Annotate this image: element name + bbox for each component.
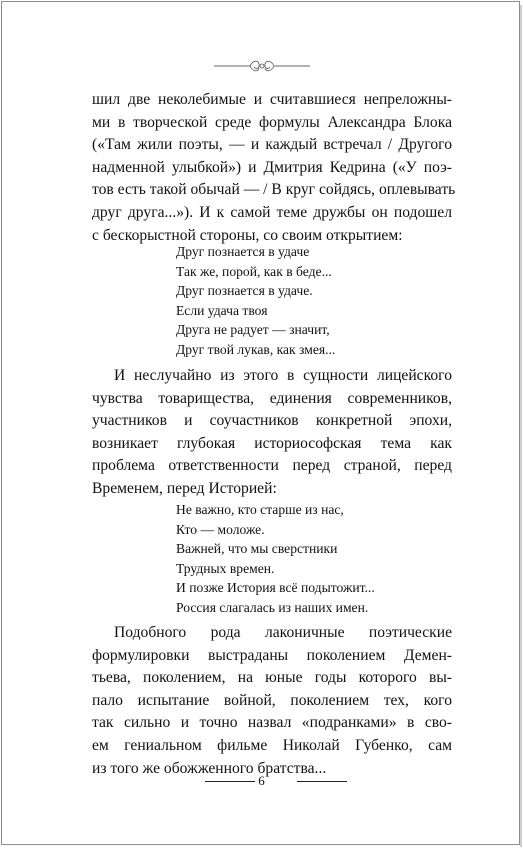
poem-verse: Друга не радует — значит,	[176, 322, 330, 337]
flourish-ornament-icon	[212, 56, 312, 76]
text-line: проблема ответственности перед страной, перед	[92, 457, 452, 475]
paragraph-3	[92, 622, 452, 780]
text-line: шил две неколебимые и считавшиеся непреложны-	[92, 91, 452, 108]
text-line: из того же обожженного братства...	[92, 759, 327, 777]
poem-verse: Друг твой лукав, как змея...	[176, 341, 336, 357]
text-line: пало испытание войной, поколением тех, кого	[92, 691, 452, 709]
text-line: ем гениальном фильме Николай Губенко, сам	[92, 736, 452, 754]
poem-verse: Россия слагалась из наших имен.	[176, 599, 369, 615]
text-line: И неслучайно из этого в сущности лицейского	[114, 367, 452, 384]
text-line: чувства товарищества, единения современников,	[92, 389, 452, 407]
footer-rule-right	[297, 781, 347, 782]
poem-verse: Не важно, кто старше из нас,	[176, 502, 344, 517]
text-line: ми в творческой среде формулы Александра Блока	[92, 113, 452, 131]
text-line: Временем, перед Историей:	[92, 479, 277, 497]
paragraph-2	[92, 365, 452, 501]
poem-verse: Кто — моложе.	[176, 521, 265, 537]
text-line: так сильно и точно назвал «подранками» в сво-	[92, 714, 452, 732]
text-line: («Там жили поэты, — и каждый встречал / Другого	[92, 136, 452, 154]
text-line: формулировки выстраданы поколением Демен-	[92, 646, 452, 664]
text-line: друг друга...»). И к самой теме дружбы он подошел	[92, 203, 452, 221]
text-line: с бескорыстной стороны, со своим открытием:	[92, 226, 403, 244]
poem-verse: Трудных времен.	[176, 560, 275, 576]
poem-verse: Если удача твоя	[176, 302, 268, 318]
page-number: 6	[258, 773, 265, 788]
text-line: Подобного рода лаконичные поэтические	[114, 624, 452, 641]
poem-verse: Друг познается в удаче.	[176, 283, 313, 298]
poem-verse: Важней, что мы сверстники	[176, 541, 338, 556]
text-line: тьева, поколением, на юные годы которого вы-	[92, 669, 452, 687]
text-line: участников и соучастников конкретной эпохи,	[92, 412, 452, 430]
poem-1	[176, 242, 426, 359]
header-ornament	[0, 56, 523, 76]
poem-verse: Так же, порой, как в беде...	[176, 263, 332, 279]
text-line: тов есть такой обычай — / В круг сойдясь, оплевывать	[92, 181, 456, 199]
page-footer	[0, 772, 523, 792]
text-line: надменной улыбкой») и Дмитрия Кедрина («У поэ-	[92, 158, 452, 176]
text-line: возникает глубокая историософская тема как	[92, 434, 452, 452]
paragraph-1	[92, 89, 456, 247]
poem-verse: Друг познается в удаче	[176, 244, 310, 259]
poem-verse: И позже История всё подытожит...	[176, 580, 375, 595]
poem-2	[176, 500, 426, 617]
